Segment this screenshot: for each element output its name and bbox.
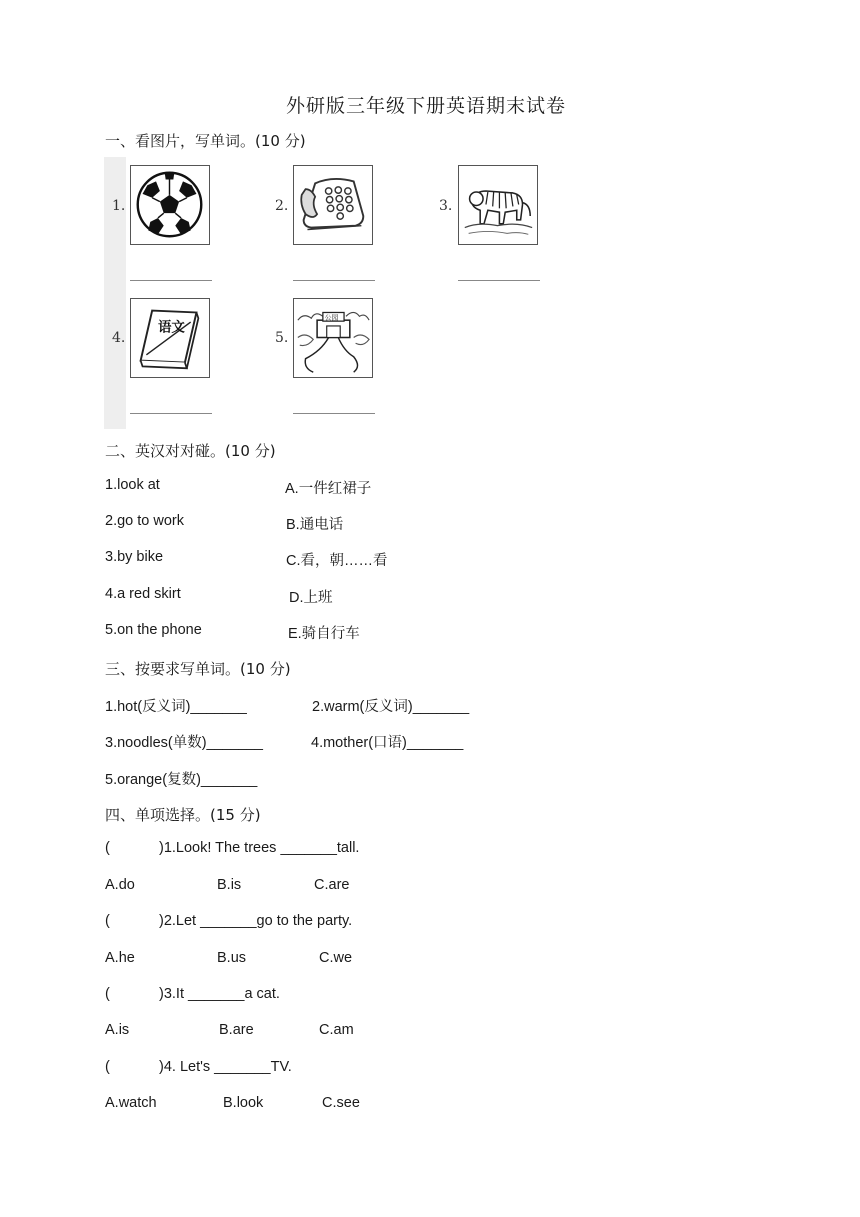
section-1-heading: 一、看图片，写单词。(10 分) bbox=[105, 132, 306, 150]
book-title: 语文 bbox=[157, 319, 185, 336]
match-chinese-d: D.上班 bbox=[289, 590, 333, 606]
soccer-ball-icon bbox=[131, 166, 208, 243]
telephone-icon bbox=[294, 166, 371, 243]
answer-line-2[interactable] bbox=[293, 280, 375, 281]
tiger-icon bbox=[459, 166, 536, 243]
match-english-5: 5.on the phone bbox=[105, 622, 202, 638]
match-english-4: 4.a red skirt bbox=[105, 586, 181, 602]
word-task-4[interactable]: 4.mother(口语)_______ bbox=[311, 735, 464, 751]
section-4-heading: 四、单项选择。(15 分) bbox=[105, 806, 261, 824]
match-chinese-b: B.通电话 bbox=[286, 517, 344, 533]
option-2a: A.he bbox=[105, 950, 135, 966]
option-3b: B.are bbox=[219, 1022, 254, 1038]
match-english-3: 3.by bike bbox=[105, 549, 164, 565]
answer-line-5[interactable] bbox=[293, 413, 375, 414]
answer-paren-1[interactable]: ( bbox=[105, 840, 110, 856]
answer-line-3[interactable] bbox=[458, 280, 540, 281]
question-3-stem: )3.It _______a cat. bbox=[159, 986, 280, 1002]
answer-paren-4[interactable]: ( bbox=[105, 1059, 110, 1075]
picture-number-5: 5. bbox=[275, 330, 289, 346]
option-3c: C.am bbox=[319, 1022, 354, 1038]
word-task-2[interactable]: 2.warm(反义词)_______ bbox=[312, 699, 470, 715]
option-4c: C.see bbox=[322, 1095, 360, 1111]
option-2c: C.we bbox=[319, 950, 353, 966]
question-2-stem: )2.Let _______go to the party. bbox=[159, 913, 353, 929]
section-2-heading: 二、英汉对对碰。(10 分) bbox=[105, 442, 276, 460]
word-task-1[interactable]: 1.hot(反义词)_______ bbox=[105, 699, 247, 715]
question-1-stem: )1.Look! The trees _______tall. bbox=[159, 840, 360, 856]
match-english-2: 2.go to work bbox=[105, 513, 184, 529]
option-4b: B.look bbox=[223, 1095, 264, 1111]
section-3-heading: 三、按要求写单词。(10 分) bbox=[105, 660, 291, 678]
word-task-3[interactable]: 3.noodles(单数)_______ bbox=[105, 735, 263, 751]
word-task-5[interactable]: 5.orange(复数)_______ bbox=[105, 772, 258, 788]
match-chinese-c: C.看，朝……看 bbox=[286, 553, 388, 569]
page-title: 外研版三年级下册英语期末试卷 bbox=[286, 95, 567, 117]
book-icon bbox=[131, 299, 208, 376]
picture-number-1: 1. bbox=[112, 198, 126, 214]
match-chinese-e: E.骑自行车 bbox=[288, 626, 360, 642]
option-1a: A.do bbox=[105, 877, 135, 893]
option-2b: B.us bbox=[217, 950, 247, 966]
picture-frame-4 bbox=[130, 298, 210, 378]
answer-paren-3[interactable]: ( bbox=[105, 986, 110, 1002]
answer-line-1[interactable] bbox=[130, 280, 212, 281]
answer-paren-2[interactable]: ( bbox=[105, 913, 110, 929]
match-english-1: 1.look at bbox=[105, 477, 160, 493]
park-sign: 公园 bbox=[324, 314, 339, 323]
option-4a: A.watch bbox=[105, 1095, 157, 1111]
option-1b: B.is bbox=[217, 877, 242, 893]
option-3a: A.is bbox=[105, 1022, 130, 1038]
option-1c: C.are bbox=[314, 877, 350, 893]
question-4-stem: )4. Let's _______TV. bbox=[159, 1059, 292, 1075]
answer-line-4[interactable] bbox=[130, 413, 212, 414]
picture-number-4: 4. bbox=[112, 330, 126, 346]
match-chinese-a: A.一件红裙子 bbox=[285, 481, 372, 497]
picture-number-3: 3. bbox=[439, 198, 453, 214]
park-gate-icon bbox=[294, 299, 371, 376]
picture-panel bbox=[104, 157, 540, 429]
picture-frame-3 bbox=[458, 165, 538, 245]
picture-frame-2 bbox=[293, 165, 373, 245]
picture-number-2: 2. bbox=[275, 198, 289, 214]
picture-frame-5 bbox=[293, 298, 373, 378]
picture-frame-1 bbox=[130, 165, 210, 245]
